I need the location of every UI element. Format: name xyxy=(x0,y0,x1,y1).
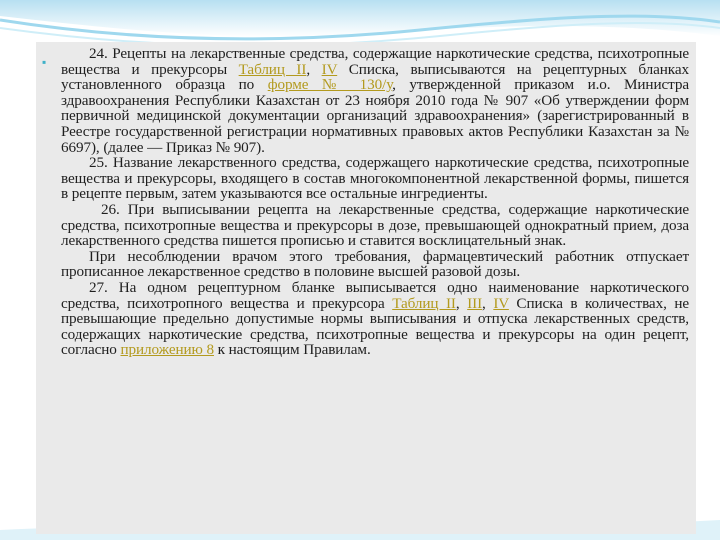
paragraph-26: 26. При выписывании рецепта на лекарственные средства, содержащие наркотические средства, психотропные вещества и прекурсоры в дозе, превышающей однократный прием, доза лекарственного средства пишется прописью и ставится восклицательный знак. xyxy=(61,200,689,250)
link-table-iv[interactable]: IV xyxy=(321,60,338,78)
paragraph-24: 24. Рецепты на лекарственные средства, содержащие наркотические средства, психотропные вещества и прекурсоры Таблиц II, IV Списка, выписываются на рецептурных бланках установленного образца по форме № 130/у, утвержденной приказом и.о. Министра здравоохранения Республики Казахстан от 23 ноября 2010 года № 907 «Об утверждении форм первичной медицинской документации организаций здравоохранения» (зарегистрированный в Реестре государственной регистрации нормативных правовых актов Республики Казахстан за № 6697), (далее — Приказ № 907). xyxy=(61,45,689,156)
paragraph-25: 25. Название лекарственного средства, содержащего наркотические средства, психотропные вещества и прекурсоры, входящего в состав многокомпонентной лекарственной формы, пишется в рецепте первым, затем указываются все остальные ингредиенты. xyxy=(61,154,689,203)
link-table-iv-2[interactable]: IV xyxy=(493,294,509,312)
document-text xyxy=(61,46,689,358)
link-tables-ii-2[interactable]: Таблиц II xyxy=(392,294,456,312)
link-appendix-8[interactable]: приложению 8 xyxy=(120,341,214,359)
bullet-icon: ▪ xyxy=(42,55,47,69)
link-tables-ii[interactable]: Таблиц II xyxy=(238,60,307,78)
paragraph-26-note: При несоблюдении врачом этого требования, фармацевтический работник отпускает прописанное лекарственное средство в половине высшей разовой дозы. xyxy=(61,247,689,281)
link-table-iii[interactable]: III xyxy=(467,294,483,312)
document-panel xyxy=(36,42,696,534)
link-form-130u[interactable]: форме № 130/у xyxy=(267,76,393,94)
paragraph-27: 27. На одном рецептурном бланке выписывается одно наименование наркотического средства, психотропного вещества и прекурсора Таблиц II, III, IV Списка в количествах, не превышающие предельно допустимые нормы выписывания и отпуска лекарственных средств, содержащих наркотические средства, психотропные вещества и прекурсоры на один рецепт, согласно приложению 8 к настоящим Правилам. xyxy=(61,278,689,359)
